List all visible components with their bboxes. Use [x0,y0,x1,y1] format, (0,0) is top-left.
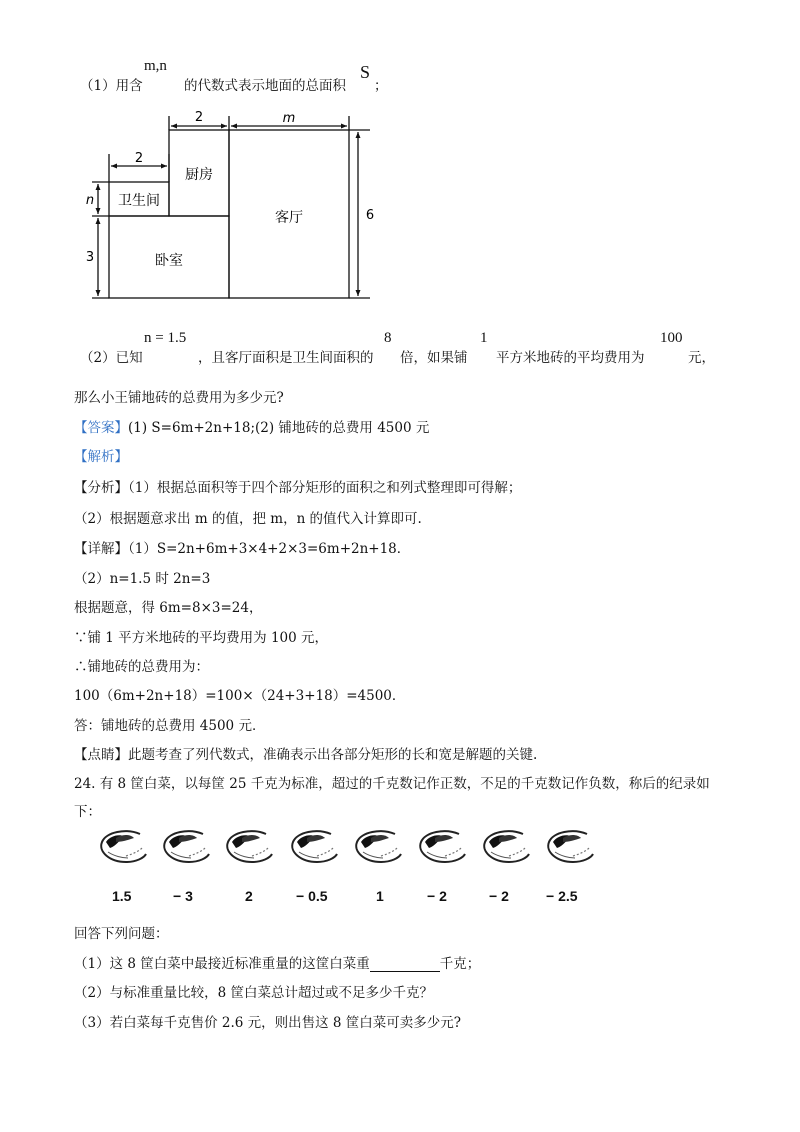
q2-one: 1 [480,330,488,346]
q1-symbol: S [360,62,371,82]
q24-sub1-unit: 千克； [439,956,481,972]
basket-value: 1.5 [112,888,132,904]
q24-line2: 下： [74,804,101,820]
q24-sub1 [74,952,480,972]
basket-value: 1 [376,888,384,904]
basket-value: − 2.5 [546,888,578,904]
label-kitchen: 厨房 [185,167,213,183]
detail-line1 [74,537,410,557]
q2-n-value: n = 1.5 [144,330,187,346]
floor-plan-figure [80,108,380,308]
q2-times: 8 [384,330,392,346]
cabbage-icon [159,826,211,866]
analysis-tag: 【解析】 [74,449,128,465]
q24-sub2: （2）与标准重量比较，8 筐白菜总计超过或不足多少千克？ [74,985,433,1001]
q2-end: 元， [688,350,715,366]
fenxi-line1 [74,476,521,496]
answer-blank[interactable] [370,957,440,972]
q1-vars: m,n [144,58,167,74]
basket-value: − 2 [489,888,509,904]
detail-text1: （1）S=2n+6m+3×4+2×3=6m+2n+18． [128,541,411,557]
dim-m: m [282,111,296,126]
label-bedroom: 卧室 [155,253,183,269]
comment-text: 此题考查了列代数式，准确表示出各部分矩形的长和宽是解题的关键. [128,747,538,763]
basket-value: − 3 [173,888,193,904]
q1-line [80,74,143,94]
q2-mid1: ，且客厅面积是卫生间面积的 [198,350,374,366]
answer-text: (1) S=6m+2n+18;(2) 铺地砖的总费用 4500 元 [128,420,430,436]
q2-line2: 那么小王铺地砖的总费用为多少元? [74,390,284,406]
dim-2-left: 2 [134,151,144,166]
cabbage-icon [351,826,403,866]
label-bathroom: 卫生间 [118,193,160,209]
detail-line4: ∵铺 1 平方米地砖的平均费用为 100 元， [74,630,329,646]
detail-line6: 100（6m+2n+18）=100×（24+3+18）=4500． [74,688,406,704]
dim-3: 3 [85,250,95,265]
dim-n: n [85,193,95,208]
cabbage-icon [287,826,339,866]
q1-middle: 的代数式表示地面的总面积 [184,78,346,94]
answer-tag: 【答案】 [74,420,128,436]
basket-value: 2 [245,888,253,904]
q1-end: ； [374,78,388,94]
detail-line5: ∴铺地砖的总费用为： [74,659,209,675]
answer-line [74,416,429,436]
cabbage-icon [96,826,148,866]
q24-sub1-text: （1）这 8 筐白菜中最接近标准重量的这筐白菜重 [74,956,370,972]
basket-value: − 2 [427,888,447,904]
cabbage-icon [543,826,595,866]
q24-prompt: 回答下列问题： [74,926,169,942]
q24-sub3: （3）若白菜每千克售价 2.6 元，则出售这 8 筐白菜可卖多少元? [74,1015,462,1031]
label-living-room: 客厅 [275,210,303,226]
cabbage-icon [222,826,274,866]
detail-tag: 【详解】 [74,541,128,557]
dim-2-top: 2 [194,110,204,125]
dim-6: 6 [365,208,375,223]
fenxi-line2: （2）根据题意求出 m 的值，把 m，n 的值代入计算即可. [74,511,422,527]
fenxi-tag: 【分析】 [74,480,128,496]
detail-line7: 答：铺地砖的总费用 4500 元． [74,718,266,734]
q2-prefix: （2）已知 [80,350,143,366]
q1-prefix: （1）用含 [80,78,143,94]
q24-line1: 24. 有 8 筐白菜，以每筐 25 千克为标准，超过的千克数记作正数，不足的千克数记作负数，称后的纪录如 [74,776,710,792]
detail-line3: 根据题意，得 6m=8×3=24， [74,600,263,616]
q2-mid2: 倍，如果铺 [400,350,468,366]
fenxi-text1: （1）根据总面积等于四个部分矩形的面积之和列式整理即可得解； [128,480,522,496]
comment-tag: 【点睛】 [74,747,128,763]
basket-value: − 0.5 [296,888,328,904]
cabbage-icon [479,826,531,866]
q2-hundred: 100 [660,330,683,346]
comment-line [74,743,537,763]
q2-mid3: 平方米地砖的平均费用为 [496,350,645,366]
detail-line2: （2）n=1.5 时 2n=3 [74,571,211,587]
cabbage-icon [415,826,467,866]
